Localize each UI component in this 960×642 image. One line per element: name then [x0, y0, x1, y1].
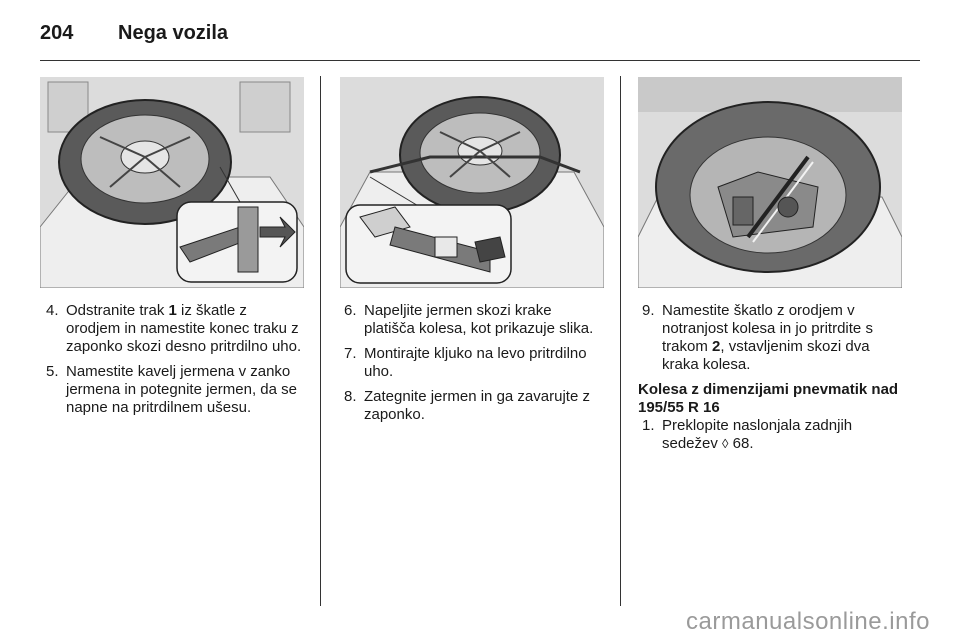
- item-text: Odstranite trak: [66, 302, 169, 319]
- list-item: [638, 417, 902, 453]
- figure-strap-tension: [340, 77, 604, 288]
- header-rule: [40, 60, 920, 61]
- item-number: 9.: [642, 302, 655, 319]
- watermark: carmanualsonline.info: [686, 608, 930, 635]
- list-item: [340, 345, 604, 381]
- page-header: [40, 14, 920, 54]
- item-number: 5.: [46, 363, 59, 380]
- item-text: Namestite škatlo z orodjem v notranjost kolesa in jo pritrdite s trakom: [662, 302, 873, 355]
- callout-number: 1: [168, 302, 177, 319]
- item-number: 4.: [46, 302, 59, 319]
- item-text: , vstavljenim skozi dva kraka kolesa.: [662, 338, 870, 373]
- spare-wheel-strap-hook-illustration: [40, 77, 304, 288]
- item-number: 6.: [344, 302, 357, 319]
- column-1-text: [42, 302, 304, 424]
- callout-number: 2: [712, 338, 721, 355]
- item-text: Namestite kavelj jermena v zanko jermena in potegnite jermen, da se napne na pritrdilnem ušesu.: [66, 363, 297, 416]
- item-text: Napeljite jermen skozi krake platišča kolesa, kot prikazuje slika.: [364, 302, 594, 337]
- spare-wheel-strap-tension-illustration: [340, 77, 604, 288]
- figure-toolbox: [638, 77, 902, 288]
- item-number: 1.: [642, 417, 655, 434]
- list-item: [340, 388, 604, 424]
- item-text: Preklopite naslonjala zadnjih sedežev: [662, 417, 853, 452]
- spare-wheel-toolbox-illustration: [638, 77, 902, 288]
- item-text: Zategnite jermen in ga zavarujte z zaponko.: [364, 388, 590, 423]
- page-reference[interactable]: 68.: [728, 435, 754, 452]
- subheading: Kolesa z dimenzijami pnevmatik nad 195/55 R 16: [638, 381, 899, 416]
- list-item: [42, 302, 304, 356]
- column-3-text: [638, 302, 902, 453]
- page-reference-icon[interactable]: ◊: [722, 436, 729, 451]
- list-item: [42, 363, 304, 417]
- column-2-text: [340, 302, 604, 431]
- list-item: [340, 302, 604, 338]
- item-number: 8.: [344, 388, 357, 405]
- list-item: [638, 302, 902, 374]
- page-number: 204: [40, 22, 74, 44]
- column-divider: [320, 76, 321, 606]
- column-divider: [620, 76, 621, 606]
- item-text: Montirajte kljuko na levo pritrdilno uho.: [364, 345, 587, 380]
- section-title: Nega vozila: [118, 22, 229, 44]
- figure-strap-hook: [40, 77, 304, 288]
- item-number: 7.: [344, 345, 357, 362]
- item-text: iz škatle z orodjem in namestite konec traku z zaponko skozi desno pritrdilno uho.: [66, 302, 302, 355]
